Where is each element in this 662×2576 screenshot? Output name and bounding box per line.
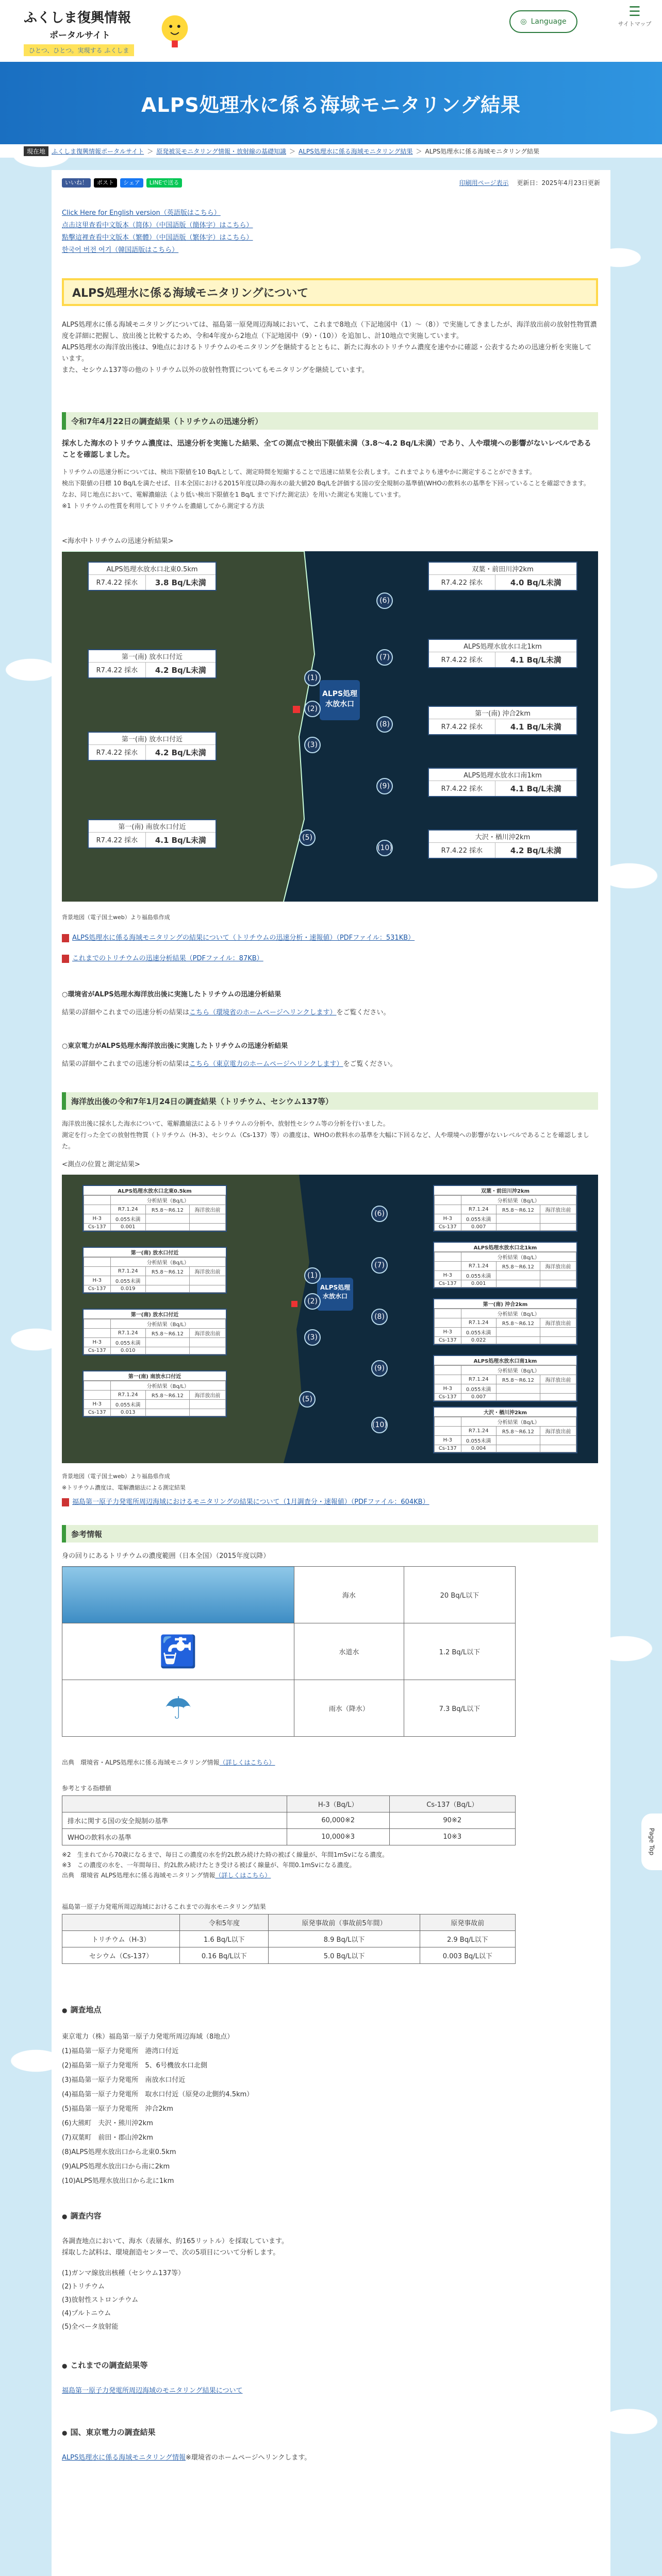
sea-image — [62, 1567, 294, 1623]
map-pin-5: (5) — [299, 829, 316, 846]
jan-body: 海洋放出後に採水した海水について、電解濃縮法によるトリチウムの分析や、放射性セシウム等の分析を行いました。 測定を行った全ての放射性物質（トリチウム（H-3）、セシウム（Cs-137）等）の濃度は、WHOの飲料水の基準を大幅に下回るなど、人や環境への影響がないレベルであることを確認しました。 — [62, 1120, 589, 1150]
line-button[interactable]: LINEで送る — [146, 178, 183, 188]
map-jan-card-2: 第一(南) 放水口付近 分析結果（Bq/L） R7.1.24 R5.8～R6.12 海洋放出前 H-3 0.055未満 Cs-137 0.019 — [82, 1247, 227, 1294]
language-links — [62, 207, 253, 257]
like-button[interactable]: いいね！ — [62, 178, 91, 188]
method-list: (1)ガンマ線放出核種（セシウム137等） (2)トリチウム (3)放射性ストロンチウム (4)プルトニウム (5)全ベータ放射能 — [62, 2269, 185, 2331]
ref-caption: 身の回りにあるトリチウムの濃度範囲（日本全国）（2015年度以降） — [62, 1552, 270, 1560]
site-logo[interactable]: ふくしま復興情報 — [24, 10, 131, 26]
map-jan-pin-7: (8) — [371, 1309, 388, 1325]
map-card-7: ALPS処理水放水口北1km R7.4.22 採水 4.1 Bq/L未満 — [428, 639, 577, 668]
map-jan-card-8: ALPS処理水放水口南1km 分析結果（Bq/L） R7.1.24 R5.8～R6.12 海洋放出前 H-3 0.055未満 Cs-137 0.007 — [433, 1355, 577, 1402]
map-jan — [62, 1175, 598, 1463]
tepco-title: ○東京電力がALPS処理水海洋放出後に実施したトリチウムの迅速分析結果 — [62, 1042, 288, 1050]
map-pin-1: (1) — [304, 670, 321, 686]
breadcrumb-link-home[interactable]: ふくしま復興情報ポータルサイト — [52, 147, 144, 155]
breadcrumb-here-label: 現在地 — [24, 146, 48, 156]
page-meta — [459, 178, 600, 187]
other-link-row: ALPS処理水に係る海域モニタリング情報※環境省のホームページへリンクします。 — [62, 2454, 311, 2462]
map-jan-pin-2: (2) — [304, 1293, 321, 1310]
section-title-ref: 参考情報 — [62, 1525, 598, 1543]
map-jan-card-7: 第一(南) 沖合2km 分析結果（Bq/L） R7.1.24 R5.8～R6.12 海洋放出前 H-3 0.055未満 Cs-137 0.022 — [433, 1298, 577, 1345]
lang-link-zh-hant[interactable]: 點擊這裡查看中文版本（繁體）（中国語版（繁体字）はこちら） — [62, 234, 253, 242]
std-notes: ※2 生まれてから70歳になるまで、毎日この濃度の水を約2L飲み続けた時の被ばく線量が、年間1mSvになる濃度。 ※3 この濃度の水を、一年間毎日、約2L飲み続けたとき受ける被ばく線量が、年間0.1mSvになる濃度。 出典 環境省 ALPS処理水に係る海域モニタリング情報（詳しくはこちら） — [62, 1851, 389, 1879]
breadcrumb-current: ALPS処理水に係る海域モニタリング結果 — [425, 147, 540, 155]
ref-source: 出典 環境省・ALPS処理水に係る海域モニタリング情報（詳しくはこちら） — [62, 1759, 275, 1766]
env-body: 結果の詳細やこれまでの迅速分析の結果はこちら（環境省のホームページへリンクします）をご覧ください。 — [62, 1009, 390, 1016]
page-title: ALPS処理水に係る海域モニタリング結果 — [141, 93, 521, 116]
lang-link-korean[interactable]: 한국어 버전 여기（韓国語版はこちら） — [62, 246, 179, 254]
map-rapid — [62, 551, 598, 902]
faucet-icon: 🚰 — [62, 1623, 294, 1680]
print-link[interactable]: 印刷用ページ表示 — [459, 179, 509, 187]
mascot-icon — [155, 9, 195, 49]
main-content — [52, 170, 610, 2576]
site-logo-sub: ポータルサイト — [49, 30, 110, 41]
rapid-body: トリチウムの迅速分析については、検出下限値を10 Bq/Lとして、測定時間を短縮することで迅速に結果を公表します。これまでよりも速やかに測定することができます。 検出下限値の目標 10 Bq/Lを満たせば、日本全国における2015年度以降の海水の最大値20 Bq/Lを評価する国の安全規制の基準値(WHOの飲料水の基準を下回っていることを確認できます。 なお、同じ地点において、電解濃縮法（より低い検出下限値を1 Bq/L まで下げた測定法）を用いた測定も実施しています。 ※1 トリチウムの性質を利用してトリチウムを濃縮してから測定する方法 — [62, 468, 590, 510]
past-link-row — [62, 2385, 598, 2397]
map-card-3: 第一(南) 放水口付近 R7.4.22 採水 4.2 Bq/L未満 — [88, 732, 217, 761]
map-jan-card-4: 第一(南) 南放水口付近 分析結果（Bq/L） R7.1.24 R5.8～R6.12 海洋放出前 H-3 0.055未満 Cs-137 0.013 — [82, 1370, 227, 1417]
language-button[interactable]: ◎ Language — [509, 10, 577, 33]
tepco-link[interactable]: こちら（東京電力のホームページへリンクします） — [189, 1060, 343, 1068]
std-table: H-3（Bq/L） Cs-137（Bq/L） 排水に関する国の安全規制の基準 60,000※2 90※2 WHOの飲料水の基準 10,000※3 10※3 — [62, 1795, 516, 1845]
map-jan-pin-6: (7) — [371, 1257, 388, 1274]
rapid-map-caption: <海水中トリチウムの迅速分析結果> — [62, 537, 174, 545]
method-title: ● 調査内容 — [62, 2210, 598, 2222]
map-card-5: 第一(南) 南放水口付近 R7.4.22 採水 4.1 Bq/L未満 — [88, 819, 217, 849]
sitemap-button[interactable]: ☰ サイトマップ — [617, 4, 653, 36]
about-text: ALPS処理水に係る海域モニタリングについては、福島第一原発周辺海域において、これまで8地点（下記地図中（1）～（8））で実施してきましたが、海洋放出前の放射性物質濃度を詳細に把握し、放出後と比較するため、令和4年度から2地点（下記地図中（9）・（10））を追加し、計10地点で実施しています。 ALPS処理水の海洋放出後は、9地点におけるトリチウムのモニタリングを継続するとともに、新たに海水のトリチウム濃度を速やかに確認・公表するための迅速分析を実施しています。 また、セシウム137等の他のトリチウム以外の放射性物質についてもモニタリングを継続しています。 — [62, 321, 597, 374]
pdf-icon — [62, 955, 69, 963]
map-card-10: 大沢・楢川沖2km R7.4.22 採水 4.2 Bq/L未満 — [428, 829, 577, 859]
map-pin-6: (6) — [376, 592, 393, 609]
rain-icon: ☂ — [62, 1680, 294, 1737]
other-title: ● 国、東京電力の調査結果 — [62, 2427, 598, 2438]
rapid-pdf-link-2[interactable]: これまでのトリチウムの迅速分析結果（PDFファイル：87KB） — [62, 953, 598, 964]
map-jan-pin-1: (1) — [304, 1267, 321, 1284]
map-pin-9: (9) — [376, 778, 393, 794]
section-title-about: ALPS処理水に係る海域モニタリングについて — [62, 278, 598, 306]
map-jan-pin-5: (6) — [371, 1206, 388, 1222]
map-jan-pin-9: (10) — [371, 1417, 388, 1433]
updated-date: 更新日：2025年4月23日更新 — [517, 179, 600, 187]
lang-link-english[interactable]: Click Here for English version（英語版はこちら） — [62, 209, 221, 217]
env-title: ○環境省がALPS処理水海洋放出後に実施したトリチウムの迅速分析結果 — [62, 991, 282, 998]
section-title-rapid: 令和7年4月22日の調査結果（トリチウムの迅速分析） — [62, 412, 598, 430]
pdf-icon — [62, 1498, 69, 1506]
tepco-body: 結果の詳細やこれまでの迅速分析の結果はこちら（東京電力のホームページへリンクします）をご覧ください。 — [62, 1060, 397, 1068]
page-title-bar — [0, 62, 662, 144]
map-card-1: ALPS処理水放水口北東0.5km R7.4.22 採水 3.8 Bq/L未満 — [88, 562, 217, 591]
map-jan-card-3: 第一(南) 放水口付近 分析結果（Bq/L） R7.1.24 R5.8～R6.12 海洋放出前 H-3 0.055未満 Cs-137 0.010 — [82, 1309, 227, 1355]
map-jan-pin-8: (9) — [371, 1360, 388, 1377]
lang-link-zh-hans[interactable]: 点击这里查看中文版本（简体）（中国語版（簡体字）はこちら） — [62, 222, 253, 229]
ref-source-link[interactable]: （詳しくはこちら） — [219, 1759, 275, 1766]
map-jan-card-9: 大沢・楢川沖2km 分析結果（Bq/L） R7.1.24 R5.8～R6.12 海洋放出前 H-3 0.055未満 Cs-137 0.004 — [433, 1406, 577, 1453]
hist-caption: 福島第一原子力発電所周辺海域におけるこれまでの海水モニタリング結果 — [62, 1903, 266, 1910]
jan-map-source: 背景地図（電子国土web）より福島県作成 ※トリチウム濃度は、電解濃縮法による測定結果 — [62, 1473, 186, 1491]
breadcrumb-link-monitoring[interactable]: 原発被災モニタリング情報・放射線の基礎知識 — [156, 147, 286, 155]
map-jan-pin-4: (5) — [299, 1391, 316, 1408]
map-card-8: 第一(南) 沖合2km R7.4.22 採水 4.1 Bq/L未満 — [428, 706, 577, 735]
section-title-jan: 海洋放出後の令和7年1月24日の調査結果（トリチウム、セシウム137等） — [62, 1092, 598, 1110]
post-button[interactable]: ポスト — [94, 178, 117, 188]
map-jan-pin-3: (3) — [304, 1329, 321, 1346]
breadcrumb-link-alps[interactable]: ALPS処理水に係る海域モニタリング結果 — [298, 147, 413, 155]
page-top-button[interactable]: Page Top — [641, 1814, 662, 1870]
rapid-map-source: 背景地図（電子国土web）より福島県作成 — [62, 914, 170, 921]
jan-map-caption: <測点の位置と測定結果> — [62, 1161, 140, 1168]
map-pin-3: (3) — [304, 737, 321, 753]
map-pin-2: (2) — [304, 701, 321, 717]
release-outlet-marker: ALPS処理水放水口 — [320, 680, 360, 720]
site-tagline: ひとつ、ひとつ。実現する ふくしま — [24, 44, 134, 56]
sitemap-icon: ☰ — [628, 4, 641, 20]
map-pin-10: (10) — [376, 840, 393, 856]
std-notes-link[interactable]: （詳しくはこちら） — [215, 1872, 271, 1879]
breadcrumb: 現在地 ふくしま復興情報ポータルサイト ＞ 原発被災モニタリング情報・放射線の基礎知識 ＞ ALPS処理水に係る海域モニタリング結果 ＞ ALPS処理水に係る海域モニタリング結果 — [0, 144, 662, 158]
jan-pdf-link[interactable]: 福島第一原子力発電所周辺海域におけるモニタリングの結果について（1月調査分・速報値）（PDFファイル：604KB） — [62, 1497, 598, 1508]
map-jan-card-5: 双葉・前田川沖2km 分析結果（Bq/L） R7.1.24 R5.8～R6.12 海洋放出前 H-3 0.055未満 Cs-137 0.007 — [433, 1185, 577, 1232]
pdf-icon — [62, 934, 69, 942]
past-link[interactable]: 福島第一原子力発電所周辺海域のモニタリング結果について — [62, 2387, 243, 2395]
share-button[interactable]: シェア — [120, 178, 143, 188]
method-body: 各調査地点において、海水（表層水、約165リットル）を採取しています。 採取した試料は、環境創造センターで、次の5項目について分析します。 — [62, 2238, 288, 2257]
globe-icon: ◎ — [520, 18, 527, 26]
map-jan-card-1: ALPS処理水放水口北東0.5km 分析結果（Bq/L） R7.1.24 R5.8～R6.12 海洋放出前 H-3 0.055未満 Cs-137 0.001 — [82, 1185, 227, 1232]
rapid-lead: 採水した海水のトリチウム濃度は、迅速分析を実施した結果、全ての測点で検出下限値未満（3.8～4.2 Bq/L未満）であり、人や環境への影響がないレベルであることを確認しました。 — [62, 439, 591, 459]
release-outlet-marker-2: ALPS処理水放水口 — [317, 1278, 353, 1311]
map-pin-8: (8) — [376, 716, 393, 733]
survey-title: ● 調査地点 — [62, 2004, 598, 2016]
ref-table: 海水 20 Bq/L以下 🚰 水道水 1.2 Bq/L以下 ☂ 雨水（降水） 7.3 Bq/L以下 — [62, 1566, 516, 1737]
std-caption: 参考とする指標値 — [62, 1785, 112, 1792]
site-header — [0, 0, 662, 62]
map-jan-card-6: ALPS処理水放水口北1km 分析結果（Bq/L） R7.1.24 R5.8～R6.12 海洋放出前 H-3 0.055未満 Cs-137 0.001 — [433, 1242, 577, 1289]
past-title: ● これまでの調査結果等 — [62, 2360, 598, 2371]
other-link[interactable]: ALPS処理水に係る海域モニタリング情報 — [62, 2454, 186, 2462]
rapid-pdf-link-1[interactable]: ALPS処理水に係る海域モニタリングの結果について（トリチウムの迅速分析・速報値）（PDFファイル：531KB） — [62, 933, 598, 944]
map-card-6: 双葉・前田川沖2km R7.4.22 採水 4.0 Bq/L未満 — [428, 562, 577, 591]
share-buttons — [62, 178, 182, 188]
map-pin-7: (7) — [376, 649, 393, 666]
env-link[interactable]: こちら（環境省のホームページへリンクします） — [189, 1009, 337, 1016]
hist-table: 令和5年度 原発事故前（事故前5年間） 原発事故前 トリチウム（H-3） 1.6 Bq/L以下 8.9 Bq/L以下 2.9 Bq/L以下 セシウム（Cs-137） 0.16 Bq/L以下 5.0 Bq/L以下 0.003 Bq/L以下 — [62, 1914, 516, 1964]
survey-list: 東京電力（株）福島第一原子力発電所周辺海域（8地点） (1)福島第一原子力発電所 港湾口付近 (2)福島第一原子力発電所 5、6号機放水口北側 (3)福島第一原子力発電所 南放水口付近 (4)福島第一原子力発電所 取水口付近（原発の北側約4.5km） (5)福島第一原子力発電所 沖合2km (6)大熊町 夫沢・熊川沖2km (7)双葉町 前田・郡山沖2km (8)ALPS処理水放出口から北東0.5km (9)ALPS処理水放出口から南に2km (10)ALPS処理水放出口から北に1km — [62, 2033, 254, 2185]
map-card-2: 第一(南) 放水口付近 R7.4.22 採水 4.2 Bq/L未満 — [88, 649, 217, 679]
map-card-9: ALPS処理水放水口南1km R7.4.22 採水 4.1 Bq/L未満 — [428, 768, 577, 797]
